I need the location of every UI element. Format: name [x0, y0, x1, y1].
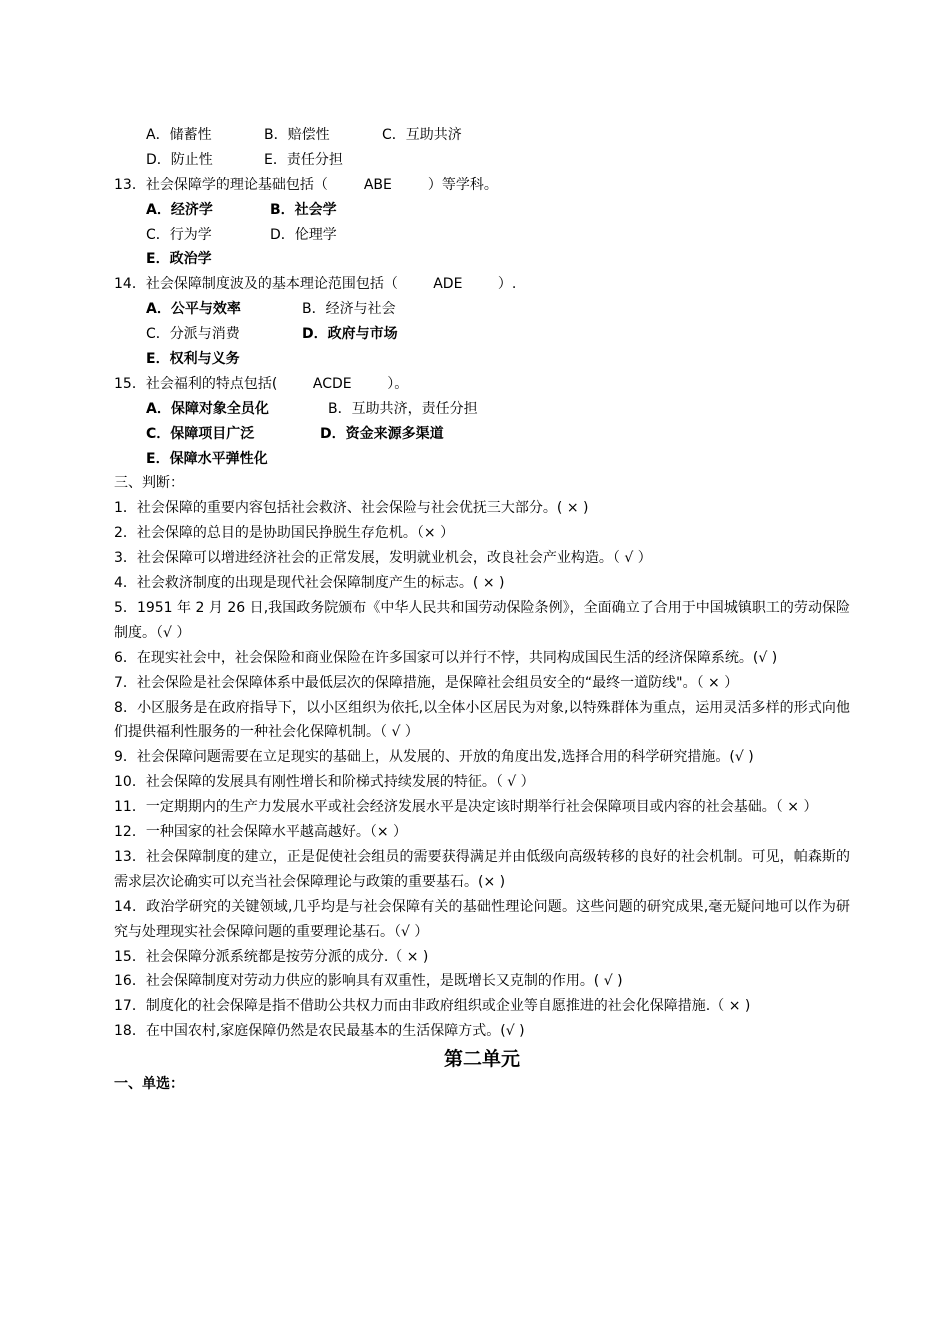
question-15	[114, 372, 850, 397]
answer: ACDE	[312, 375, 352, 392]
option-row	[114, 148, 850, 173]
judgment-item: 4．社会救济制度的出现是现代社会保障制度产生的标志。( × )	[114, 575, 505, 592]
option-row	[114, 123, 850, 148]
question-stem: 15．社会福利的特点包括(	[114, 375, 278, 392]
judgment-item: 14．政治学研究的关键领域,几乎均是与社会保障有关的基础性理论问题。这些问题的研究成果,毫无疑问地可以作为研究与处理现实社会保障问题的重要理论基石。（√ ）	[114, 898, 850, 940]
judgment-item: 1．社会保障的重要内容包括社会救济、社会保险与社会优抚三大部分。( × )	[114, 500, 589, 517]
option-c: C．行为学	[146, 226, 212, 243]
option-a: A．公平与效率	[146, 301, 241, 318]
option-d: D．防止性	[146, 151, 213, 168]
option-row	[114, 397, 850, 422]
question-stem-end: ）等学科。	[427, 176, 498, 193]
judgment-item: 11．一定期期内的生产力发展水平或社会经济发展水平是决定该时期举行社会保障项目或内容的社会基础。（ × ）	[114, 799, 818, 816]
option-b: B．互助共济，责任分担	[328, 400, 478, 417]
document-page	[114, 123, 850, 1097]
option-e: E．权利与义务	[146, 351, 240, 368]
question-stem: 14．社会保障制度波及的基本理论范围包括（	[114, 276, 398, 293]
option-a: A．经济学	[146, 201, 213, 218]
judgment-item: 8．小区服务是在政府指导下，以小区组织为依托,以全体小区居民为对象,以特殊群体为重点，运用灵活多样的形式向他们提供福利性服务的一种社会化保障机制。（ √ ）	[114, 699, 850, 741]
judgment-item: 5．1951 年 2 月 26 日,我国政务院颁布《中华人民共和国劳动保险条例》，全面确立了合用于中国城镇职工的劳动保险制度。（√ ）	[114, 599, 850, 641]
option-e: E．保障水平弹性化	[146, 450, 268, 467]
question-14	[114, 272, 850, 297]
judgment-item: 7．社会保险是社会保障体系中最低层次的保障措施，是保障社会组员安全的“最终一道防线"。（ × ）	[114, 674, 739, 691]
option-row	[114, 422, 850, 447]
judgment-item: 10．社会保障的发展具有刚性增长和阶梯式持续发展的特征。（ √ ）	[114, 774, 535, 791]
judgment-item: 17．制度化的社会保障是指不借助公共权力而由非政府组织或企业等自愿推进的社会化保障措施.（ × )	[114, 998, 751, 1015]
question-stem-end: ）.	[497, 276, 517, 293]
option-b: B．社会学	[270, 201, 337, 218]
option-d: D．资金来源多渠道	[320, 425, 444, 442]
judgment-item: 12．一种国家的社会保障水平越高越好。（× ）	[114, 824, 407, 841]
judgment-item: 9．社会保障问题需要在立足现实的基础上，从发展的、开放的角度出发,选择合用的科学研究措施。(√ )	[114, 749, 754, 766]
option-c: C．分派与消费	[146, 326, 240, 343]
judgment-item: 13．社会保障制度的建立，正是促使社会组员的需要获得满足并由低级向高级转移的良好的社会机制。可见，帕森斯的需求层次论确实可以充当社会保障理论与政策的重要基石。(× )	[114, 848, 850, 890]
judgment-item: 15．社会保障分派系统都是按劳分派的成分.（ × )	[114, 948, 429, 965]
judgment-item: 18．在中国农村,家庭保障仍然是农民最基本的生活保障方式。(√ )	[114, 1023, 525, 1040]
answer: ADE	[433, 276, 463, 293]
option-b: B．经济与社会	[302, 301, 396, 318]
option-d: D．伦理学	[270, 226, 337, 243]
option-e: E．责任分担	[264, 151, 343, 168]
question-stem-end: ）。	[387, 375, 409, 392]
option-c: C．互助共济	[382, 127, 462, 143]
option-row	[114, 198, 850, 223]
option-a: A．储蓄性	[146, 127, 212, 143]
section-heading: 一、单选：	[114, 1076, 184, 1093]
option-row	[114, 223, 850, 248]
section-heading: 三、判断：	[114, 475, 184, 492]
option-b: B．赔偿性	[264, 127, 330, 143]
question-stem: 13．社会保障学的理论基础包括（	[114, 176, 328, 193]
judgment-item: 6．在现实社会中，社会保险和商业保险在许多国家可以并行不悖，共同构成国民生活的经济保障系统。(√ )	[114, 649, 778, 666]
option-row	[114, 347, 850, 372]
option-a: A．保障对象全员化	[146, 400, 269, 417]
unit-title: 第二单元	[443, 1048, 520, 1071]
question-13	[114, 173, 850, 198]
answer: ABE	[363, 176, 392, 193]
option-e: E．政治学	[146, 251, 212, 268]
option-row	[114, 297, 850, 322]
option-row	[114, 322, 850, 347]
option-c: C．保障项目广泛	[146, 425, 255, 442]
option-d: D．政府与市场	[302, 326, 398, 343]
option-row	[114, 247, 850, 272]
judgment-item: 16．社会保障制度对劳动力供应的影响具有双重性，是既增长又克制的作用。( √ )	[114, 973, 623, 990]
option-row	[114, 447, 850, 472]
judgment-item: 2．社会保障的总目的是协助国民挣脱生存危机。（× ）	[114, 525, 455, 542]
judgment-item: 3．社会保障可以增进经济社会的正常发展，发明就业机会，改良社会产业构造。（ √ ）	[114, 550, 652, 567]
